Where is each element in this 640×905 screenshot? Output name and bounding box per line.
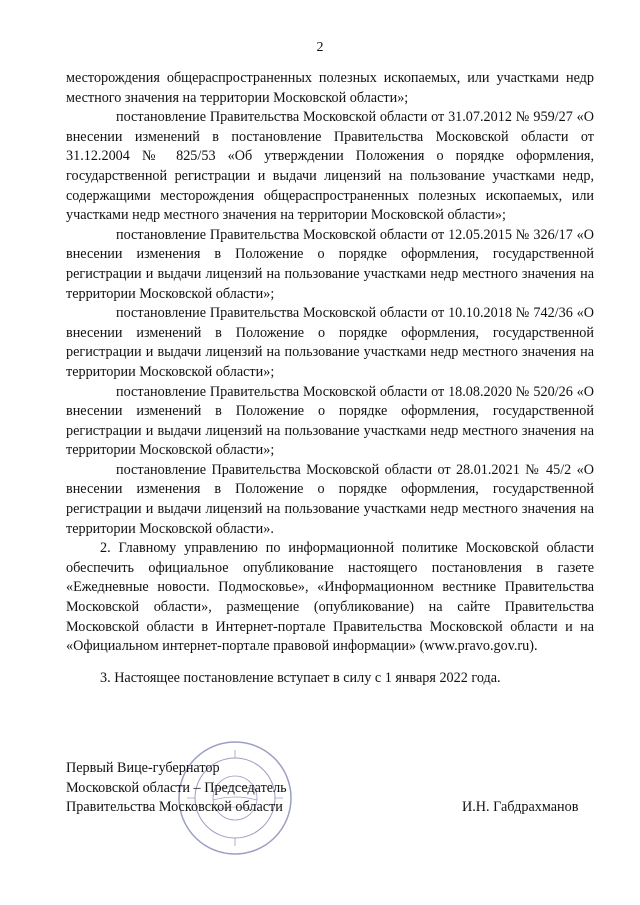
paragraph: постановление Правительства Московской области от 10.10.2018 № 742/36 «О внесении изменений в Положение о порядке оформления, государственной регистрации и выдачи лицензий на пользование участками недр местного значения на территории Московской области»; xyxy=(66,305,594,380)
paragraph: месторождения общераспространенных полезных ископаемых, или участками недр местного значения на территории Московской области»; xyxy=(66,70,594,106)
signature-title-line: Первый Вице-губернатор xyxy=(66,760,220,776)
paragraph: постановление Правительства Московской области от 31.07.2012 № 959/27 «О внесении изменений в постановление Правительства Московской области от 31.12.2004 № 825/53 «Об утверждении Положения о порядке оформления, государственной регистрации и выдачи лицензий на пользование участками недр, содержащими месторождения общераспространенных полезных ископаемых, или участками недр местного значения на территории Московской области»; xyxy=(66,109,594,224)
document-body xyxy=(66,69,594,688)
paragraph-item-2: 2. Главному управлению по информационной политике Московской области обеспечить официальное опубликование настоящего постановления в газете «Ежедневные новости. Подмосковье», «Информационном вестнике Правительства Московской области», размещение (опубликование) на сайте Правительства Московской области в Интернет-портале Правительства Московской области и на «Официальном интернет-портале правовой информации» (www.pravo.gov.ru). xyxy=(66,540,594,655)
paragraph: постановление Правительства Московской области от 28.01.2021 № 45/2 «О внесении изменения в Положение о порядке оформления, государственной регистрации и выдачи лицензий на пользование участками недр местного значения на территории Московской области». xyxy=(66,461,594,537)
signature-title-line: Московской области – Председатель xyxy=(66,779,287,796)
paragraph-item-3: 3. Настоящее постановление вступает в силу с 1 января 2022 года. xyxy=(100,669,501,686)
paragraph: постановление Правительства Московской области от 12.05.2015 № 326/17 «О внесении изменения в Положение о порядке оформления, государственной регистрации и выдачи лицензий на пользование участками недр местного значения на территории Московской области»; xyxy=(66,226,594,302)
paragraph: постановление Правительства Московской области от 18.08.2020 № 520/26 «О внесении изменений в Положение о порядке оформления, государственной регистрации и выдачи лицензий на пользование участками недр местного значения на территории Московской области»; xyxy=(66,383,594,459)
page-number: 2 xyxy=(316,40,324,55)
signatory-name: И.Н. Габдрахманов xyxy=(462,799,579,815)
signature-title-line: Правительства Московской области xyxy=(66,799,283,816)
